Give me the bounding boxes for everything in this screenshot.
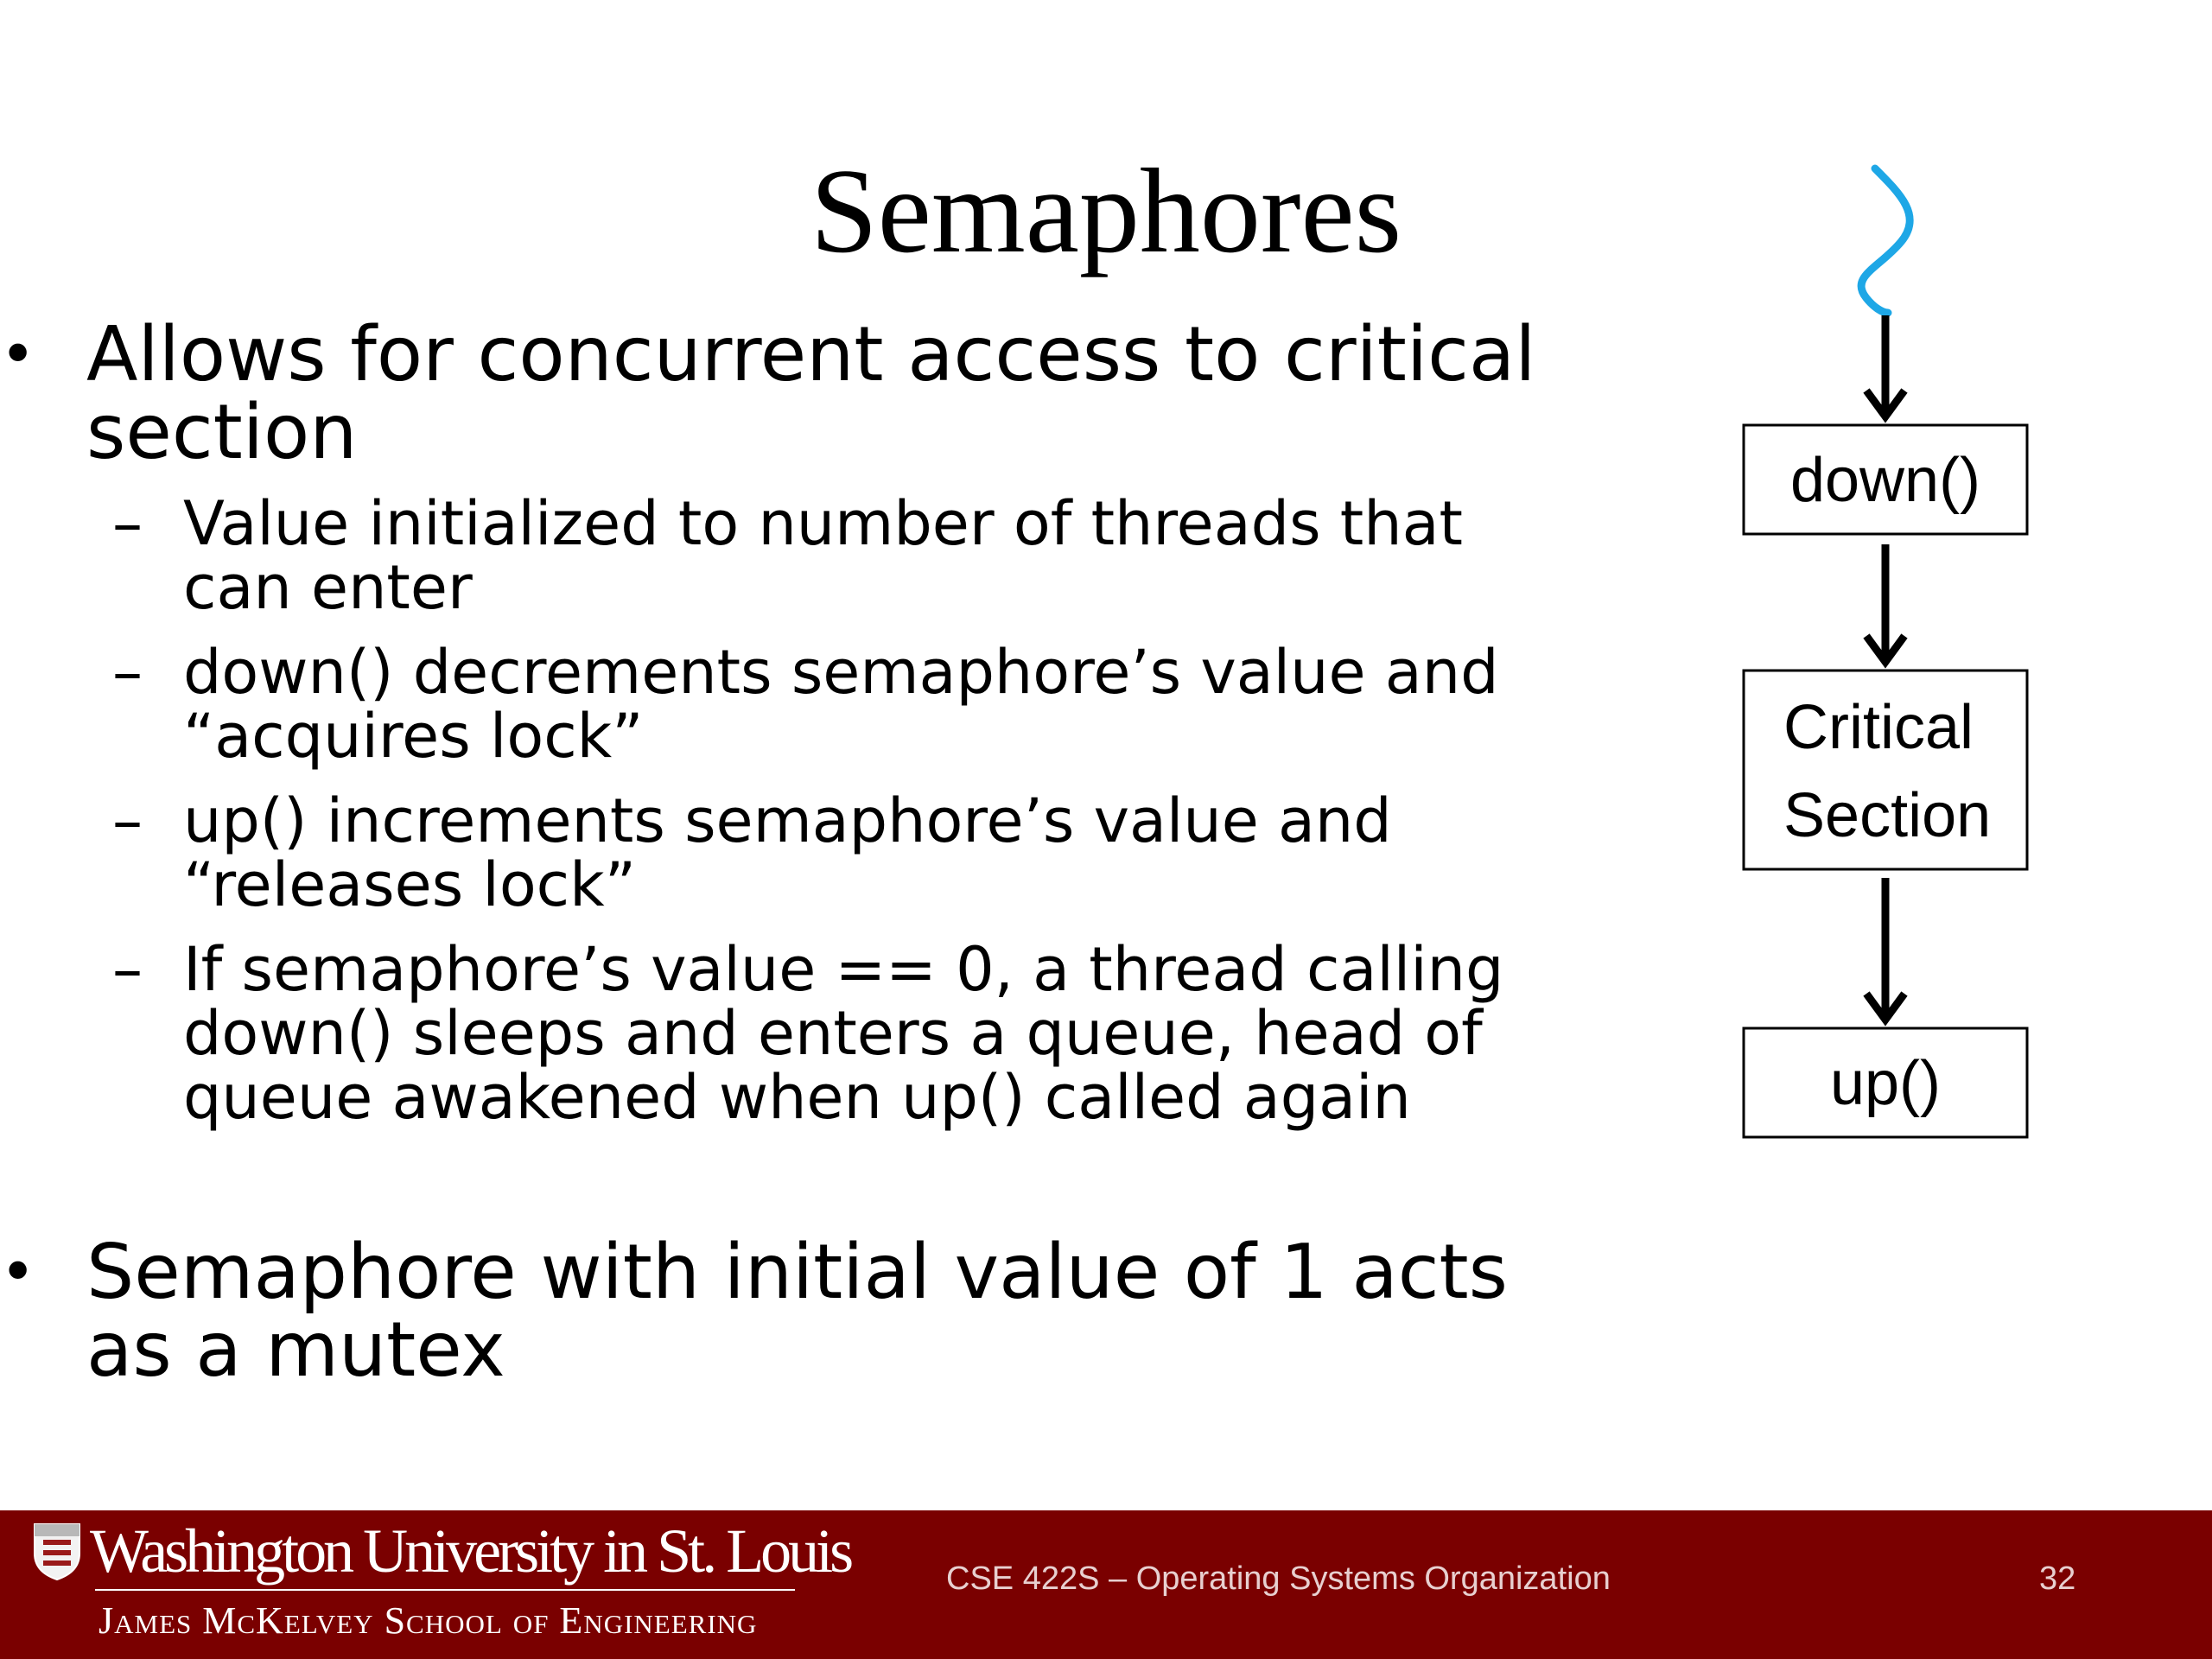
critical-section-box	[1744, 671, 2027, 869]
footer-bar	[0, 1510, 2212, 1659]
sub-bullet-text: up() increments semaphore’s value and “releases lock”	[183, 785, 1392, 920]
bullet-text: Allows for concurrent access to critical section	[86, 310, 1536, 476]
bullet-mark: •	[0, 1236, 36, 1307]
university-name: Washington University in St. Louis	[90, 1516, 851, 1586]
school-name: James McKelvey School of Engineering	[99, 1599, 758, 1642]
up-box	[1744, 1028, 2027, 1137]
dash-mark: –	[112, 934, 143, 1005]
slide-title: Semaphores	[810, 144, 1402, 278]
sub-bullet-text: down() decrements semaphore’s value and “acquires lock”	[183, 637, 1499, 772]
sub-bullet-text: Value initialized to number of threads that can enter	[183, 488, 1463, 623]
arrow-down-to-critical	[1866, 544, 1904, 662]
down-box	[1744, 425, 2027, 534]
dash-mark: –	[112, 637, 143, 708]
critical-section-label-line2: Section	[1783, 781, 1992, 850]
squiggle-thread-icon	[1861, 168, 1910, 313]
dash-mark: –	[112, 785, 143, 856]
university-shield-icon	[33, 1522, 81, 1581]
sub-bullet-text: If semaphore’s value == 0, a thread calling down() sleeps and enters a queue, head of queue awakened when up() called again	[183, 934, 1504, 1133]
dash-mark: –	[112, 488, 143, 559]
page-number: 32	[2039, 1560, 2076, 1597]
arrow-critical-to-up	[1866, 878, 1904, 1020]
critical-section-label-line1: Critical	[1783, 693, 1974, 762]
up-box-label: up()	[1829, 1049, 1942, 1118]
down-box-label: down()	[1789, 446, 1981, 515]
bullet-mark: •	[0, 319, 36, 390]
bullet-text: Semaphore with initial value of 1 acts as a mutex	[86, 1228, 1508, 1394]
course-name: CSE 422S – Operating Systems Organization	[946, 1560, 1611, 1597]
arrow-thread-to-down	[1866, 315, 1904, 416]
footer-divider	[95, 1589, 795, 1591]
